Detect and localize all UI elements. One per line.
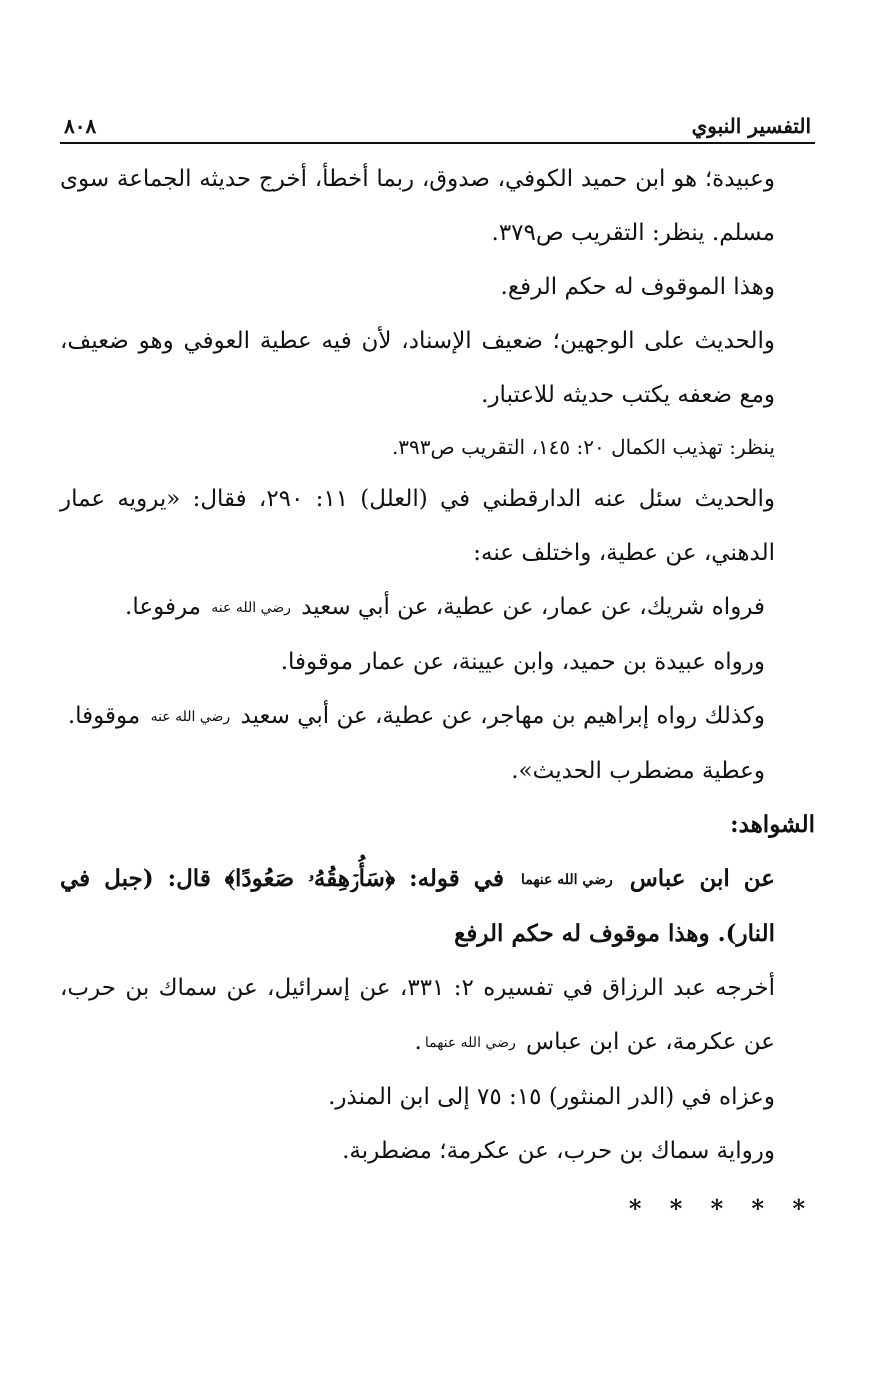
radiallahu-anhuma-glyph: رضي الله عنهما [424, 1035, 516, 1051]
reference-note: ينظر: تهذيب الكمال ٢٠: ١٤٥، التقريب ص٣٩٣. [391, 435, 775, 459]
book-title: التفسير النبوي [691, 114, 811, 138]
riwaya-line-4: وعطية مضطرب الحديث». [511, 758, 765, 784]
riwaya-line-1: فرواه شريك، عن عمار، عن عطية، عن أبي سعيد رضي الله عنه مرفوعا. [60, 580, 815, 635]
durr-manthur-note: وعزاه في (الدر المنثور) ١٥: ٧٥ إلى ابن المنذر. [328, 1084, 775, 1110]
radiallahu-anhuma-glyph: رضي الله عنهما [520, 872, 613, 888]
takhrij-text: أخرجه عبد الرزاق في تفسيره ٢: ٣٣١، عن إسرائيل، عن سماك بن حرب، عن عكرمة، عن ابن عباس رضي الله عنهما. [60, 961, 815, 1070]
simak-note: ورواية سماك بن حرب، عن عكرمة؛ مضطربة. [342, 1138, 775, 1164]
isnad-grading: والحديث على الوجهين؛ ضعيف الإسناد، لأن فيه عطية العوفي وهو ضعيف، ومع ضعفه يكتب حديثه للاعتبار. [60, 328, 775, 408]
radiallahu-anhu-glyph: رضي الله عنه [211, 600, 291, 616]
running-header [60, 112, 815, 144]
radiallahu-anhu-glyph: رضي الله عنه [150, 709, 231, 725]
marfu-ruling: وهذا الموقوف له حكم الرفع. [500, 274, 775, 300]
page-number: ٨٠٨ [64, 114, 97, 138]
shawahid-text: عن ابن عباس رضي الله عنهما في قوله: ﴿سَأُرۡهِقُهُۥ صَعُودًا﴾ قال: (جبل في النار). وهذا موقوف له حكم الرفع [60, 852, 815, 961]
riwaya-line-2: ورواه عبيدة بن حميد، وابن عيينة، عن عمار موقوفا. [280, 649, 765, 675]
page-body [60, 152, 815, 1223]
riwaya-line-3: وكذلك رواه إبراهيم بن مهاجر، عن عطية، عن أبي سعيد رضي الله عنه موقوفا. [60, 689, 815, 744]
daraqutni-quote: والحديث سئل عنه الدارقطني في (العلل) ١١: ٢٩٠، فقال: «يرويه عمار الدهني، عن عطية، واختلف عنه: [60, 486, 776, 566]
narrator-note: وعبيدة؛ هو ابن حميد الكوفي، صدوق، ربما أخطأ، أخرج حديثه الجماعة سوى مسلم. ينظر: التقريب ص٣٧٩. [60, 166, 775, 246]
document-page [60, 112, 815, 1223]
section-separator: * * * * * [628, 1194, 815, 1223]
shawahid-heading: الشواهد: [730, 811, 815, 838]
